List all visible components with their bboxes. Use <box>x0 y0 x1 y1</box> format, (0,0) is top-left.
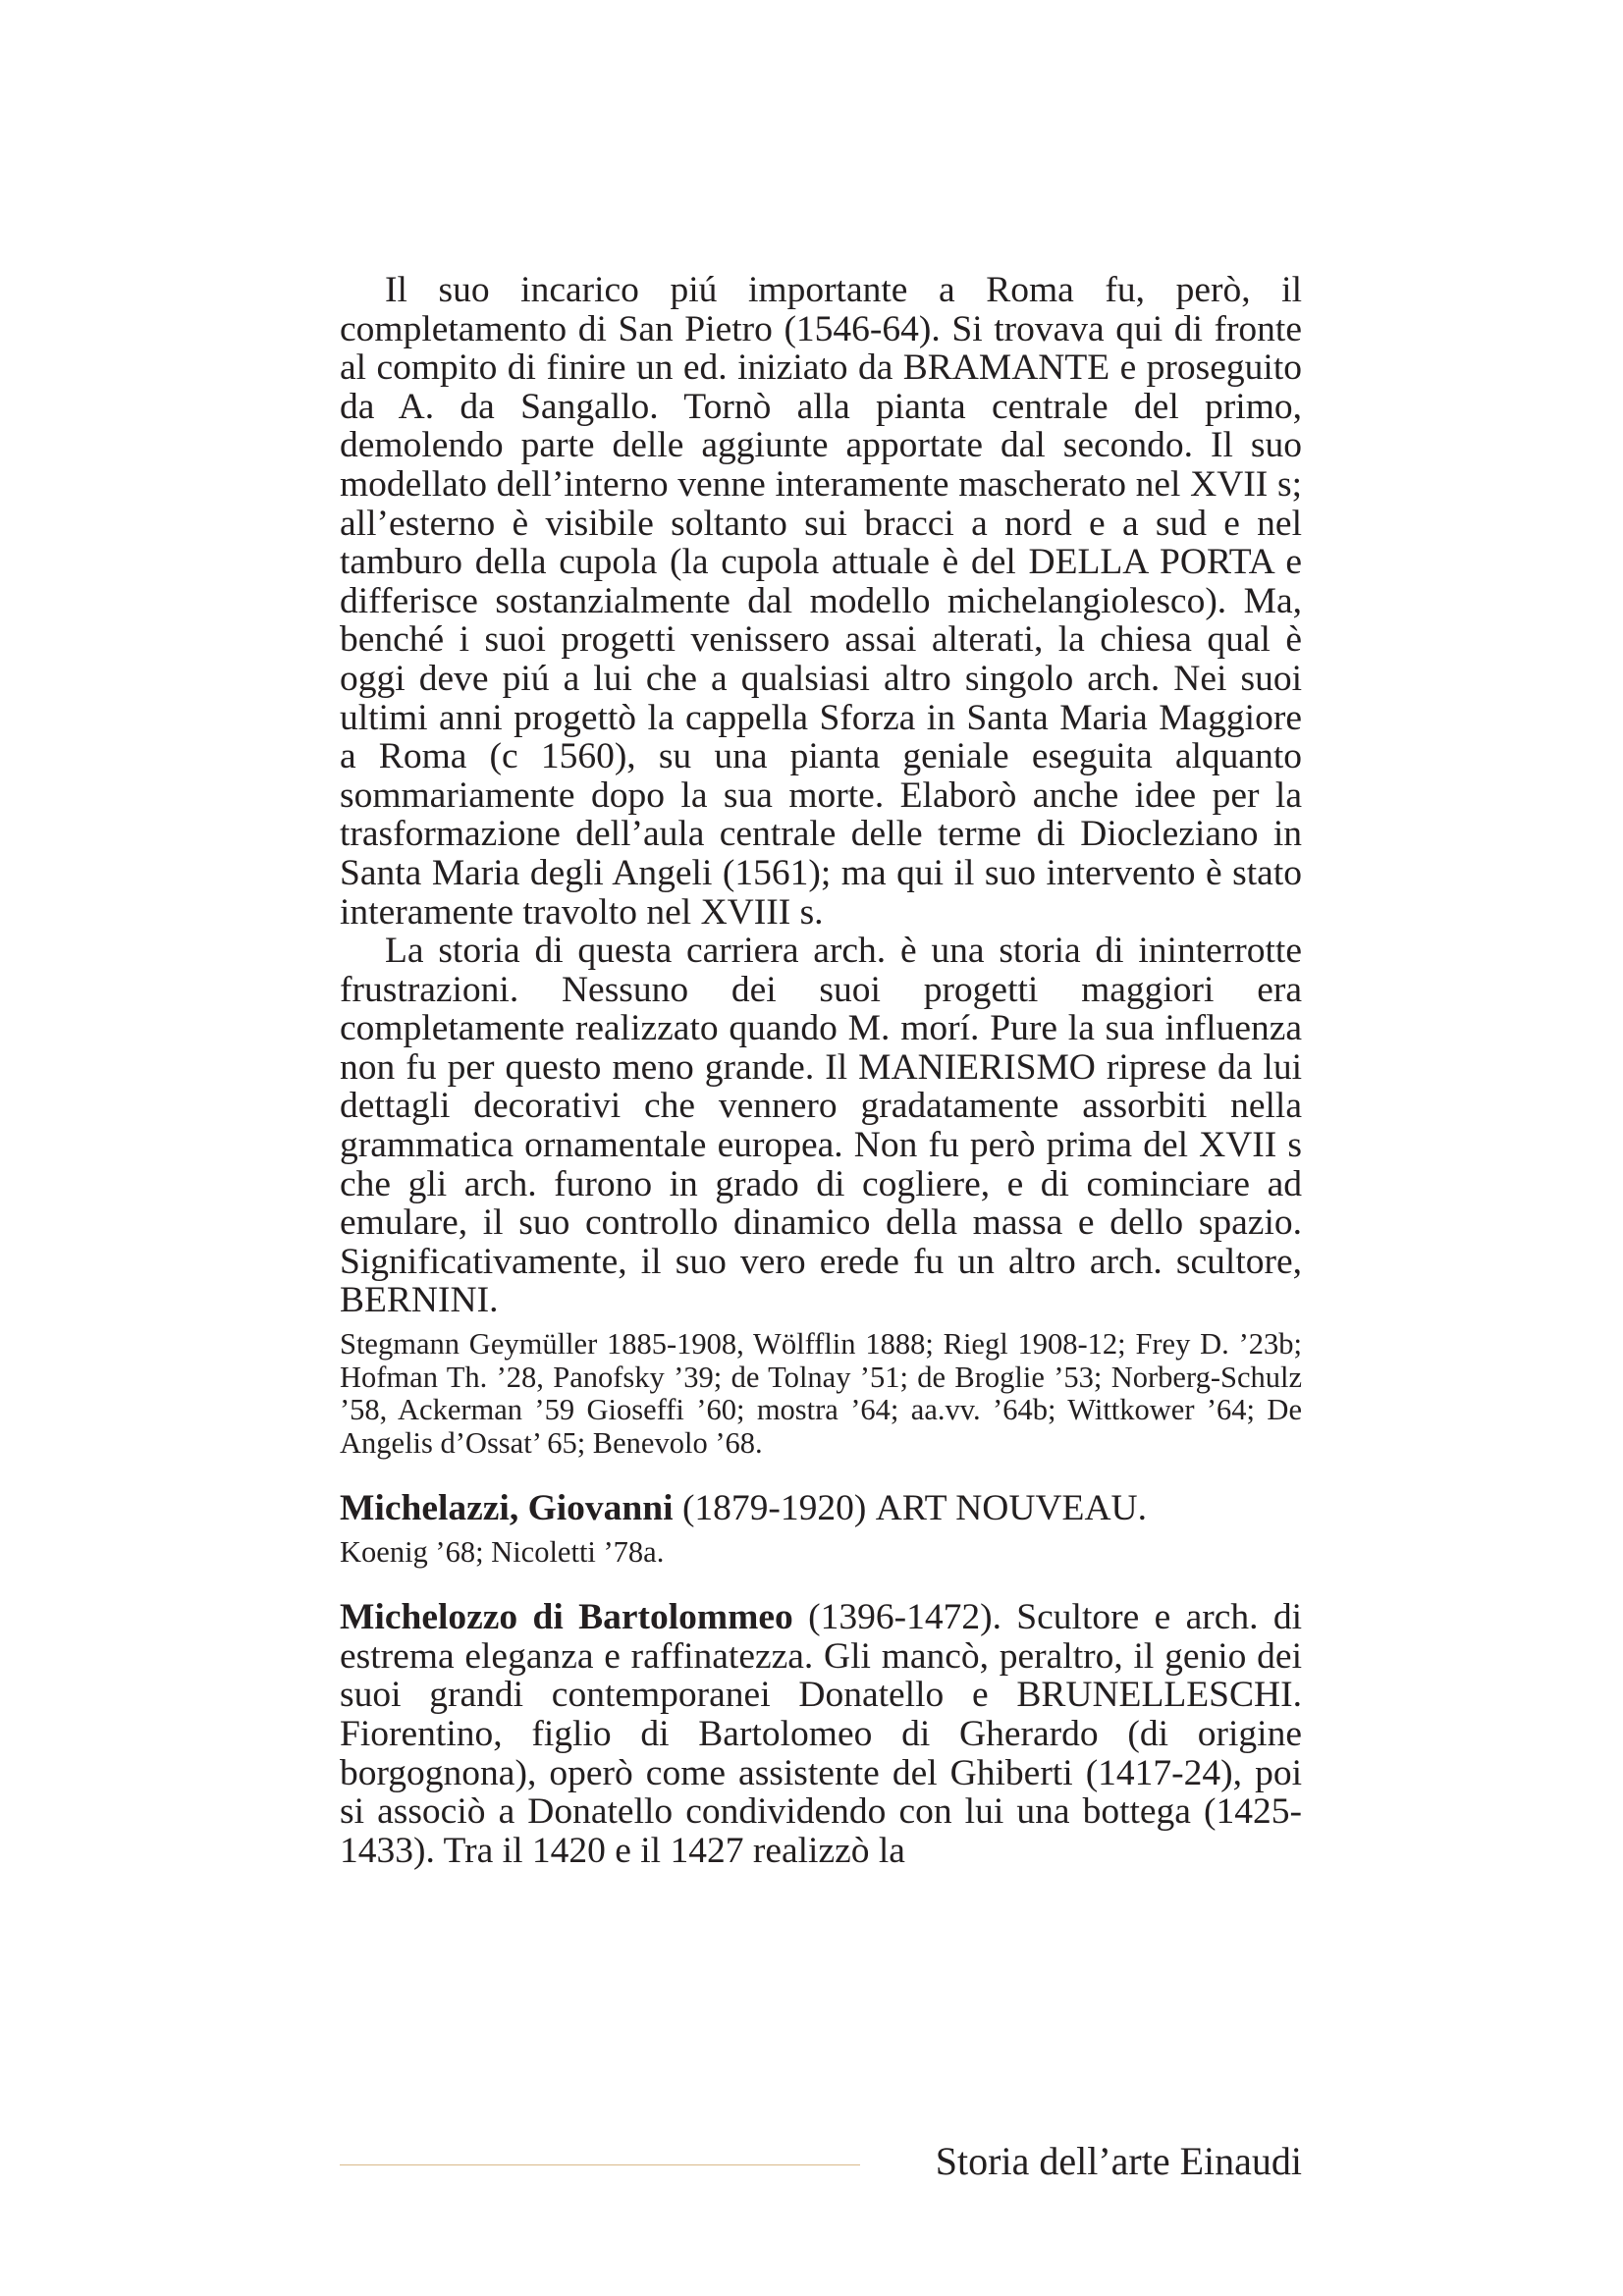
entry-michelazzi <box>340 1489 1302 1528</box>
entry-michelazzi-style-link: ART NOUVEAU. <box>875 1488 1147 1529</box>
footer-rule <box>340 2164 860 2165</box>
entry-michelazzi-dates: (1879-1920) <box>673 1488 876 1529</box>
paragraph-carriera: La storia di questa carriera arch. è una storia di ininterrotte frustrazioni. Nessuno dei suoi progetti maggiori era completamente realizzato quando M. morí. Pure la sua influenza non fu per questo meno grande. Il MANIERISMO riprese da lui dettagli decorativi che vennero gradatamente assorbiti nella grammatica ornamentale europea. Non fu però prima del XVII s che gli arch. furono in grado di cogliere, e di cominciare ad emulare, il suo controllo dinamico della massa e dello spazio. Significativamente, il suo vero erede fu un altro arch. scultore, BERNINI. <box>340 931 1302 1321</box>
entry-michelazzi-name: Michelazzi, Giovanni <box>340 1488 674 1529</box>
entry-michelozzo-text: (1396-1472). Scultore e arch. di estrema eleganza e raffinatezza. Gli mancò, peraltro, il genio dei suoi grandi contemporanei Donatello e BRUNELLESCHI. Fiorentino, figlio di Bartolomeo di Gherardo (di origine borgognona), operò come assistente del Ghiberti (1417-24), poi si associò a Donatello condividendo con lui una bottega (1425-1433). Tra il 1420 e il 1427 realizzò la <box>340 1597 1302 1871</box>
bibliography-michelazzi: Koenig ’68; Nicoletti ’78a. <box>340 1534 665 1569</box>
paragraph-san-pietro: Il suo incarico piú importante a Roma fu, però, il completamento di San Pietro (1546-64). Si trovava qui di fronte al compito di finire un ed. iniziato da BRAMANTE e proseguito da A. da Sangallo. Tornò alla pianta centrale del primo, demolendo parte delle aggiunte apportate dal secondo. Il suo modellato dell’interno venne interamente mascherato nel XVII s; all’esterno è visibile soltanto sui bracci a nord e a sud e nel tamburo della cupola (la cupola attuale è del DELLA PORTA e differisce sostanzialmente dal modello michelangiolesco). Ma, benché i suoi progetti venissero assai alterati, la chiesa qual è oggi deve piú a lui che a qualsiasi altro singolo arch. Nei suoi ultimi anni progettò la cappella Sforza in Santa Maria Maggiore a Roma (c 1560), su una pianta geniale eseguita alquanto sommariamente dopo la sua morte. Elaborò anche idee per la trasformazione dell’aula centrale delle terme di Diocleziano in Santa Maria degli Angeli (1561); ma qui il suo intervento è stato interamente travolto nel XVIII s. <box>340 270 1302 933</box>
text-column <box>340 271 1302 1870</box>
entry-michelozzo <box>340 1598 1302 1870</box>
footer-title: Storia dell’arte Einaudi <box>935 2139 1302 2183</box>
bibliography-michelangelo: Stegmann Geymüller 1885-1908, Wölfflin 1888; Riegl 1908-12; Frey D. ’23b; Hofman Th. ’28, Panofsky ’39; de Tolnay ’51; de Broglie ’53; Norberg-Schulz ’58, Ackerman ’59 Gioseffi ’60; mostra ’64; aa.vv. ’64b; Wittkower ’64; De Angelis d’Ossat’ 65; Benevolo ’68. <box>340 1327 1302 1460</box>
entry-michelozzo-name: Michelozzo di Bartolommeo <box>340 1597 793 1638</box>
